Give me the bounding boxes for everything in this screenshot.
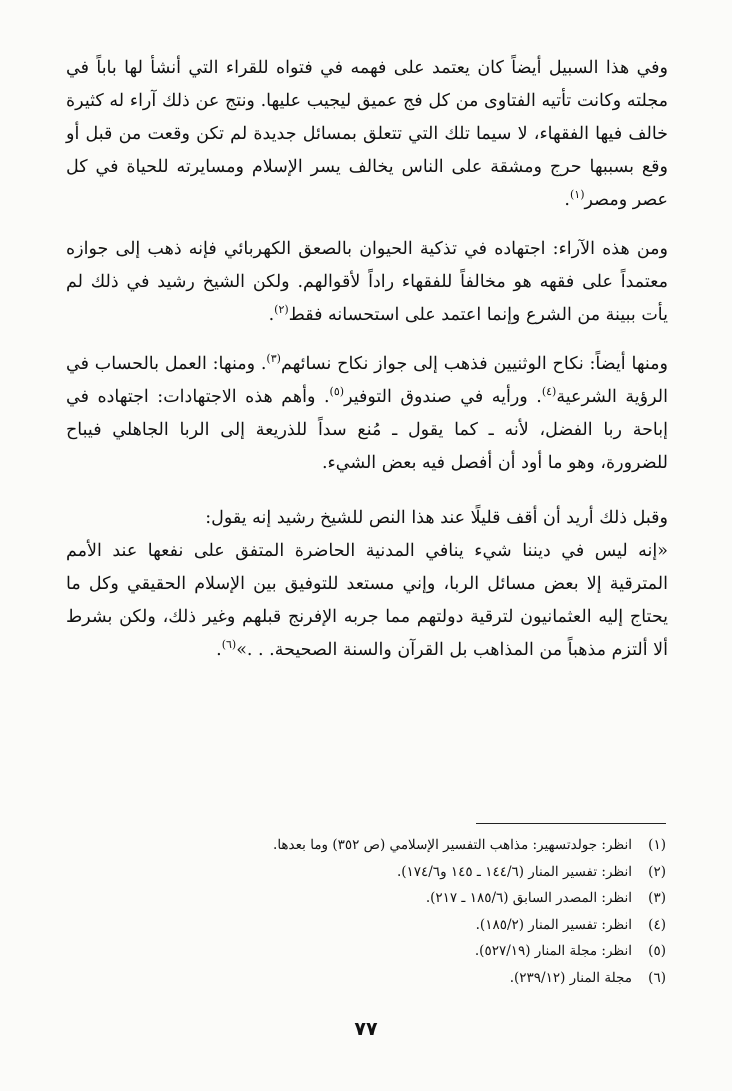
footnote-text: انظر: جولدتسهير: مذاهب التفسير الإسلامي (ص ٣٥٢) وما بعدها.	[273, 837, 632, 853]
page-body	[66, 52, 668, 667]
quote-intro: وقبل ذلك أريد أن أقف قليلًا عند هذا النص للشيخ رشيد إنه يقول:	[205, 508, 668, 528]
footnote-text: انظر: تفسير المنار (١٨٥/٢).	[475, 916, 632, 933]
footnote-number: (٥)	[648, 943, 666, 959]
footnote-item	[106, 832, 666, 859]
footnote-ref-3[interactable]: (٣)	[266, 352, 281, 366]
footnote-number: (١)	[648, 837, 666, 853]
footnote-number: (٤)	[648, 916, 666, 933]
paragraph-4: وقبل ذلك أريد أن أقف قليلًا عند هذا النص للشيخ رشيد إنه يقول: «إنه ليس في ديننا شيء ينافي المدنية الحاضرة المتفق على نفعها عند الأمم المترقية إلا بعض مسائل الربا، وإني مستعد للتوفيق بين الإسلام الحقيقي وكل ما يحتاج إليه العثمانيون لترقية دولتهم مما جربه الإفرنج قبلهم وغير ذلك، ولكن بشرط ألا ألتزم مذهباً من المذاهب بل القرآن والسنة الصحيحة. . .»$^{(٦)}$.	[66, 502, 668, 667]
footnote-ref-4[interactable]: (٤)	[541, 385, 557, 399]
footnote-item	[106, 912, 666, 939]
footnote-text: انظر: المصدر السابق (١٨٥/٦ ـ ٢١٧).	[425, 890, 632, 906]
footnotes-list	[106, 832, 666, 991]
page-number: ٧٧	[354, 1018, 378, 1040]
footnote-number: (٣)	[648, 890, 666, 906]
footnote-ref-2[interactable]: (٢)	[274, 303, 289, 317]
block-quote: «إنه ليس في ديننا شيء ينافي المدنية الحاضرة المتفق على نفعها عند الأمم المترقية إلا بعض مسائل الربا، وإني مستعد للتوفيق بين الإسلام الحقيقي وكل ما يحتاج إليه العثمانيون لترقية دولتهم مما جربه الإفرنج قبلهم وغير ذلك، ولكن بشرط ألا ألتزم مذهباً من المذاهب بل القرآن والسنة الصحيحة. . .»	[66, 541, 668, 660]
footnote-text: مجلة المنار (٢٣٩/١٢).	[509, 969, 632, 986]
footnote-item	[106, 885, 666, 912]
footnote-ref-1[interactable]: (١)	[569, 188, 585, 202]
paragraph-3: ومنها أيضاً: نكاح الوثنيين فذهب إلى جواز نكاح نسائهم$^{(٣)}$. ومنها: العمل بالحساب في الرؤية الشرعية$^{(٤)}$. ورأيه في صندوق التوفير$^{(٥)}$. وأهم هذه الاجتهادات: اجتهاده في إباحة ربا الفضل، لأنه ـ كما يقول ـ مُنع سداً للذريعة إلى الربا الجاهلي فيباح للضرورة، وهو ما أود أن أفصل فيه بعض الشيء.	[66, 352, 668, 473]
footnote-text: انظر: مجلة المنار (٥٢٧/١٩).	[474, 943, 632, 959]
footnote-item	[106, 938, 666, 965]
footnote-ref-6[interactable]: (٦)	[221, 638, 237, 652]
footnote-item	[106, 965, 666, 992]
paragraph-1: وفي هذا السبيل أيضاً كان يعتمد على فهمه في فتواه للقراء التي أنشأ لها باباً في مجلته وكانت تأتيه الفتاوى من كل فج عميق ليجيب عليها. ونتج عن ذلك آراء له كثيرة خالف فيها الفقهاء، لا سيما تلك التي تتعلق بمسائل جديدة لم تكن وقعت من قبل أو وقع بسببها حرج ومشقة على الناس يخالف يسر الإسلام ومسايرته للحياة في كل عصر ومصر$^{(١)}$.	[66, 58, 668, 210]
footnote-number: (٢)	[648, 863, 666, 880]
footnote-divider	[476, 823, 666, 824]
footnote-text: انظر: تفسير المنار (١٤٤/٦ ـ ١٤٥ و١٧٤/٦).	[396, 863, 632, 880]
footnote-item	[106, 859, 666, 886]
paragraph-2: ومن هذه الآراء: اجتهاده في تذكية الحيوان بالصعق الكهربائي فإنه ذهب إلى جوازه معتمداً على فقهه هو مخالفاً للفقهاء راداً لأقوالهم. ولكن الشيخ رشيد في ذلك لم يأت ببينة من الشرع وإنما اعتمد على استحسانه فقط$^{(٢)}$.	[66, 239, 668, 325]
footnote-ref-5[interactable]: (٥)	[329, 385, 345, 399]
footnote-number: (٦)	[648, 969, 666, 986]
